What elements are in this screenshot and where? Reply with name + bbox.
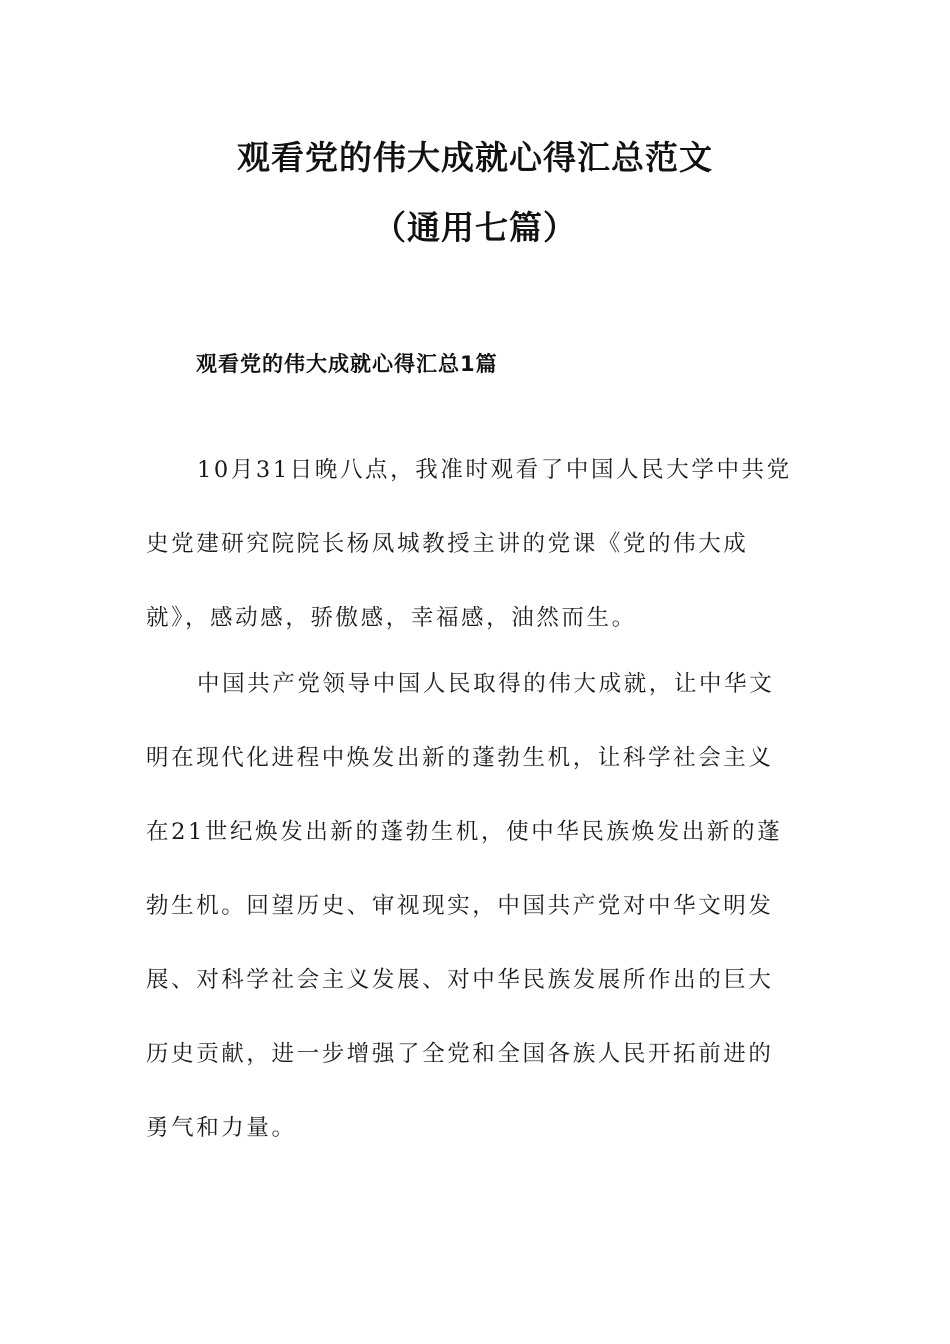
paragraph-line: 明在现代化进程中焕发出新的蓬勃生机，让科学社会主义	[146, 745, 774, 771]
paragraph-line: 勃生机。回望历史、审视现实，中国共产党对中华文明发	[146, 893, 774, 919]
paragraph-line: 在21世纪焕发出新的蓬勃生机，使中华民族焕发出新的蓬	[146, 819, 783, 845]
paragraph-line: 展、对科学社会主义发展、对中华民族发展所作出的巨大	[146, 967, 774, 993]
section-heading: 观看党的伟大成就心得汇总1篇	[196, 352, 498, 376]
paragraph-line: 历史贡献，进一步增强了全党和全国各族人民开拓前进的	[146, 1041, 774, 1067]
paragraph-line: 中国共产党领导中国人民取得的伟大成就，让中华文	[197, 671, 775, 697]
document-title: 观看党的伟大成就心得汇总范文	[237, 138, 713, 177]
document-subtitle: （通用七篇）	[373, 208, 577, 247]
paragraph-line: 就》，感动感，骄傲感，幸福感，油然而生。	[146, 605, 637, 631]
paragraph-line: 10月31日晚八点，我准时观看了中国人民大学中共党	[197, 457, 792, 483]
paragraph-line: 勇气和力量。	[146, 1115, 297, 1141]
paragraph-line: 史党建研究院院长杨凤城教授主讲的党课《党的伟大成	[146, 531, 749, 557]
